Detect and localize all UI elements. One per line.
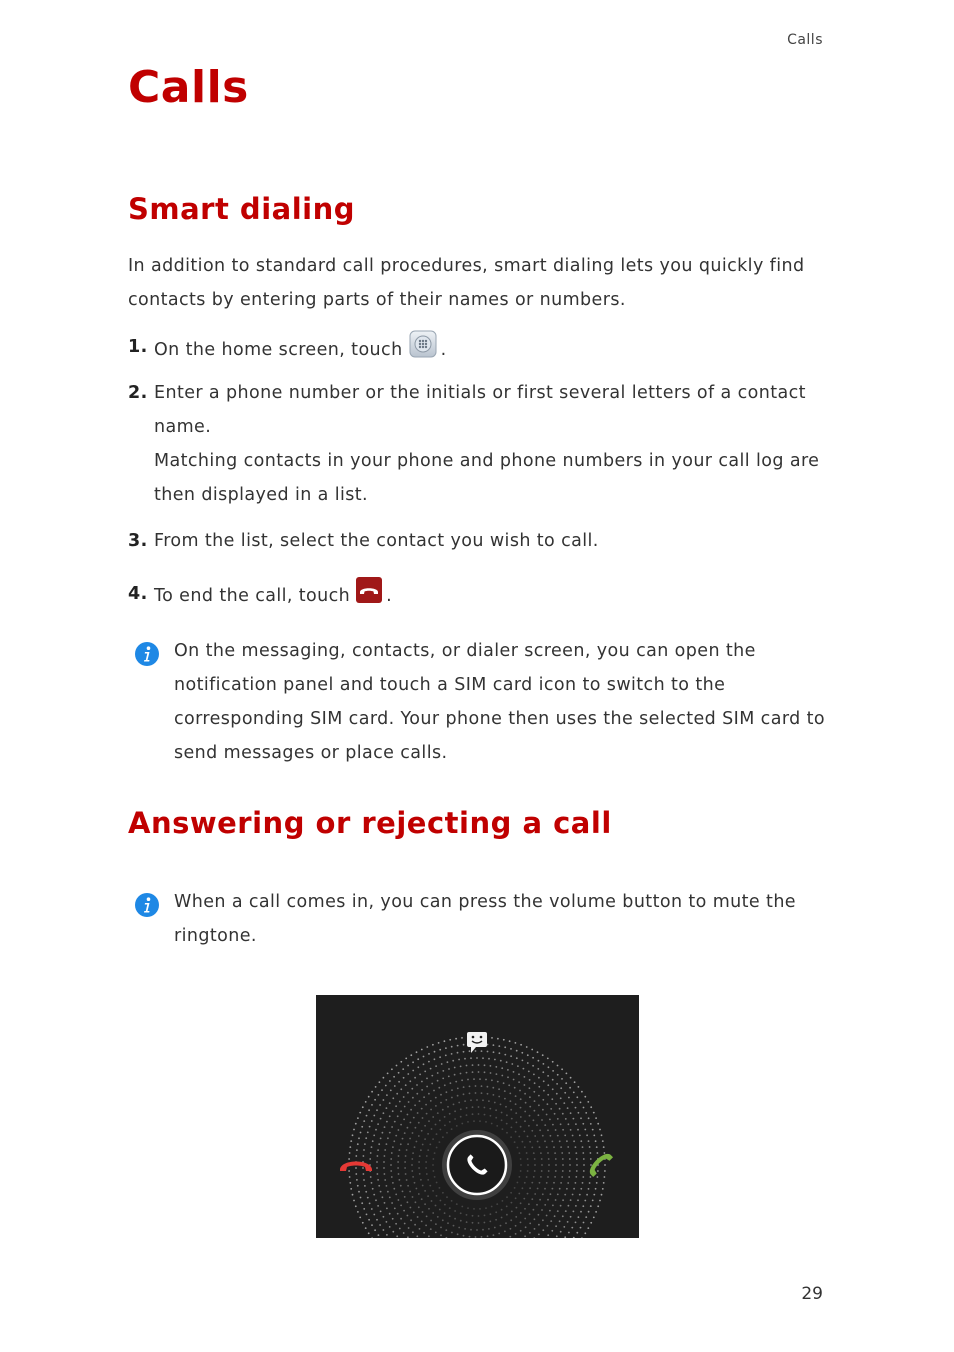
section-heading-smart-dialing: Smart dialing — [128, 192, 355, 226]
step-text-end: . — [440, 340, 447, 360]
note-text: When a call comes in, you can press the volume button to mute the ringtone. — [174, 892, 796, 946]
note-sim-switch — [134, 634, 834, 770]
note-mute-ringtone — [134, 885, 834, 953]
step-result-text: Matching contacts in your phone and phone numbers in your call log are then displayed in a list. — [154, 451, 820, 505]
step-number: 2. — [128, 383, 148, 403]
info-icon — [134, 641, 160, 667]
step-number: 4. — [128, 584, 148, 604]
info-icon — [134, 892, 160, 918]
step-text: To end the call, touch — [154, 586, 351, 606]
accept-call-icon[interactable] — [586, 1150, 613, 1177]
step-text: From the list, select the contact you wish to call. — [154, 531, 599, 551]
step-number: 3. — [128, 531, 148, 551]
reject-call-icon[interactable] — [340, 1162, 372, 1172]
note-text: On the messaging, contacts, or dialer screen, you can open the notification panel and touch a SIM card icon to switch to the corresponding SIM card. Your phone then uses the selected SIM card to send messages or place calls. — [174, 641, 825, 763]
step-text-end: . — [386, 586, 393, 606]
step-3 — [128, 524, 828, 558]
step-text: On the home screen, touch — [154, 340, 403, 360]
message-reply-icon[interactable] — [467, 1032, 487, 1053]
page-number: 29 — [801, 1284, 823, 1304]
step-1 — [128, 330, 828, 370]
step-2 — [128, 376, 828, 512]
page-title: Calls — [128, 62, 249, 113]
incoming-call-screenshot — [316, 995, 639, 1238]
section-heading-answering: Answering or rejecting a call — [128, 806, 612, 840]
step-4 — [128, 577, 828, 615]
running-header: Calls — [787, 32, 823, 48]
smart-dialing-intro: In addition to standard call procedures, smart dialing lets you quickly find contacts by entering parts of their names or numbers. — [128, 256, 805, 310]
answer-handle-icon[interactable] — [445, 1133, 509, 1197]
end-call-icon — [356, 577, 382, 615]
step-number: 1. — [128, 337, 148, 357]
step-text: Enter a phone number or the initials or first several letters of a contact name. — [154, 383, 806, 437]
dialer-app-icon — [409, 330, 437, 370]
